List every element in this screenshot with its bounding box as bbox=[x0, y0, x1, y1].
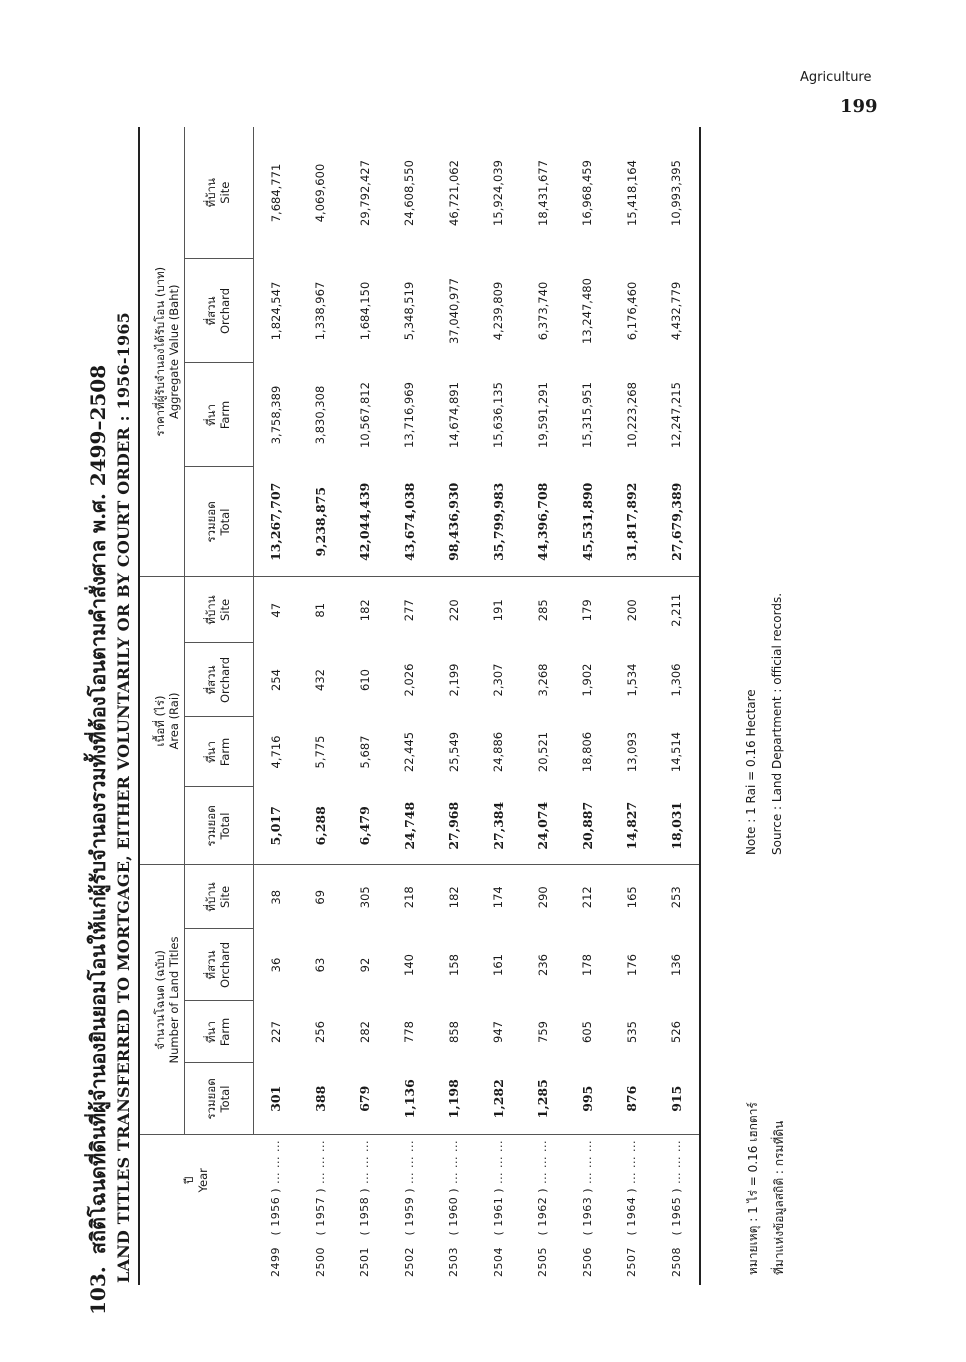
area-total-cell: 14,827 bbox=[610, 787, 655, 865]
area-total-cell: 6,288 bbox=[298, 787, 343, 865]
year-ad: ( 1964 ) ... ... ... bbox=[625, 1139, 639, 1236]
titles-farm-cell: 759 bbox=[535, 1021, 550, 1043]
subheader-english: Farm bbox=[217, 1017, 232, 1047]
titles-total-cell: 388 bbox=[298, 1063, 343, 1135]
value-total-cell: 42,044,439 bbox=[343, 467, 388, 577]
area-total-cell: 5,017 bbox=[253, 787, 298, 865]
titles-site-cell: 165 bbox=[624, 886, 639, 909]
table-row bbox=[253, 127, 298, 1285]
titles-orchard-cell: 63 bbox=[313, 957, 328, 973]
value-orchard-cell: 37,040,977 bbox=[446, 278, 461, 344]
titles-orchard-cell: 136 bbox=[654, 929, 700, 1001]
table-title-english: LAND TITLES TRANSFERRED TO MORTGAGE, EITHER VOLUNTARILY OR BY COURT ORDER : 1956-1965 bbox=[114, 312, 133, 1283]
area-site-cell: 285 bbox=[535, 599, 550, 622]
subheader-area-total bbox=[184, 787, 253, 865]
subheader-english: Orchard bbox=[217, 288, 232, 335]
titles-farm-cell: 535 bbox=[624, 1021, 639, 1043]
group-header-titles-english: Number of Land Titles bbox=[166, 936, 181, 1064]
titles-site-cell: 38 bbox=[268, 889, 283, 905]
year-be: 2506 bbox=[580, 1247, 594, 1277]
group-header-area-thai: เนื้อที่ (ไร่) bbox=[153, 695, 167, 747]
titles-farm-cell: 858 bbox=[446, 1021, 461, 1043]
value-total-cell: 44,396,708 bbox=[521, 467, 566, 577]
table-title-thai bbox=[82, 365, 114, 1315]
spacer bbox=[581, 1236, 594, 1248]
group-header-titles bbox=[139, 865, 184, 1135]
subheader-thai: ที่สวน bbox=[203, 296, 218, 326]
year-be: 2504 bbox=[491, 1247, 505, 1277]
year-be: 2503 bbox=[447, 1247, 461, 1277]
section-label: Agriculture bbox=[800, 70, 872, 85]
titles-farm-cell: 947 bbox=[491, 1021, 506, 1043]
titles-total-cell: 679 bbox=[343, 1063, 388, 1135]
titles-orchard-cell: 176 bbox=[624, 954, 639, 976]
spacer bbox=[670, 1236, 683, 1248]
area-farm-cell: 20,521 bbox=[535, 731, 550, 773]
titles-orchard-cell: 140 bbox=[402, 954, 417, 976]
table-row bbox=[298, 127, 343, 1285]
table-row bbox=[387, 127, 432, 1285]
area-orchard-cell: 610 bbox=[357, 669, 372, 691]
value-site-cell: 15,924,039 bbox=[491, 160, 506, 226]
group-header-value bbox=[139, 127, 184, 577]
area-site-cell: 2,211 bbox=[654, 577, 700, 643]
value-site-cell: 15,418,164 bbox=[624, 160, 639, 226]
group-header-area bbox=[139, 577, 184, 865]
year-be: 2500 bbox=[313, 1247, 327, 1277]
titles-farm-cell: 282 bbox=[357, 1021, 372, 1043]
value-orchard-cell: 13,247,480 bbox=[580, 278, 595, 344]
subheader-titles-farm bbox=[184, 1001, 253, 1063]
year-header bbox=[139, 1135, 253, 1285]
note-english: Note : 1 Rai = 0.16 Hectare bbox=[744, 689, 758, 855]
titles-site-cell: 174 bbox=[491, 886, 506, 909]
area-orchard-cell: 1,902 bbox=[580, 663, 595, 697]
area-total-cell: 20,887 bbox=[565, 787, 610, 865]
area-total-cell: 24,074 bbox=[521, 787, 566, 865]
year-header-english: Year bbox=[195, 1168, 210, 1193]
titles-farm-cell: 526 bbox=[654, 1001, 700, 1063]
year-ad: ( 1956 ) ... ... ... bbox=[269, 1139, 283, 1236]
subheader-english: Site bbox=[217, 885, 232, 909]
year-cell bbox=[387, 1135, 432, 1285]
subheader-thai: ที่สวน bbox=[203, 665, 218, 695]
subheader-english: Site bbox=[217, 598, 232, 622]
titles-orchard-cell: 158 bbox=[446, 954, 461, 976]
area-site-cell: 179 bbox=[580, 599, 595, 622]
titles-orchard-cell: 92 bbox=[357, 957, 372, 973]
value-farm-cell: 3,758,389 bbox=[268, 385, 283, 445]
area-site-cell: 220 bbox=[446, 599, 461, 622]
spacer bbox=[625, 1236, 638, 1248]
area-farm-cell: 22,445 bbox=[402, 731, 417, 773]
titles-site-cell: 305 bbox=[357, 886, 372, 909]
titles-total-cell: 995 bbox=[565, 1063, 610, 1135]
value-total-cell: 98,436,930 bbox=[432, 467, 477, 577]
group-header-area-english: Area (Rai) bbox=[166, 692, 181, 750]
area-farm-cell: 18,806 bbox=[580, 731, 595, 773]
value-site-cell: 46,721,062 bbox=[446, 160, 461, 226]
area-orchard-cell: 1,534 bbox=[624, 663, 639, 697]
titles-total-cell: 915 bbox=[654, 1063, 700, 1135]
subheader-thai: ที่สวน bbox=[203, 950, 218, 980]
value-farm-cell: 12,247,215 bbox=[654, 363, 700, 467]
table-row bbox=[476, 127, 521, 1285]
titles-site-cell: 182 bbox=[446, 886, 461, 909]
titles-total-cell: 876 bbox=[610, 1063, 655, 1135]
year-cell bbox=[343, 1135, 388, 1285]
value-total-cell: 45,531,890 bbox=[565, 467, 610, 577]
area-total-cell: 24,748 bbox=[387, 787, 432, 865]
rotated-table-page bbox=[72, 125, 792, 1315]
year-cell bbox=[610, 1135, 655, 1285]
page-number: 199 bbox=[840, 96, 878, 117]
subheader-thai: รวมยอด bbox=[203, 805, 218, 847]
year-be: 2508 bbox=[669, 1247, 683, 1277]
area-farm-cell: 14,514 bbox=[654, 717, 700, 787]
titles-site-cell: 290 bbox=[535, 886, 550, 909]
group-header-titles-thai: จำนวนโฉนด (ฉบับ) bbox=[153, 950, 167, 1050]
note-thai: หมายเหตุ : 1 ไร่ = 0.16 เฮกตาร์ bbox=[746, 1102, 760, 1275]
title-thai-text: สถิติโฉนดที่ดินที่ผู้จำนองยินยอมโอนให้แก่ผู้รับจำนองรวมทั้งที่ต้องโอนตามคำสั่งศาล พ.ศ. 2499–2508 bbox=[86, 364, 110, 1255]
value-total-cell: 43,674,038 bbox=[387, 467, 432, 577]
value-site-cell: 16,968,459 bbox=[580, 160, 595, 226]
subheader-value-total bbox=[184, 467, 253, 577]
titles-site-cell: 212 bbox=[580, 886, 595, 909]
subheader-value-site bbox=[184, 127, 253, 259]
value-total-cell: 9,238,875 bbox=[298, 467, 343, 577]
value-orchard-cell: 4,432,779 bbox=[654, 259, 700, 363]
area-orchard-cell: 2,026 bbox=[402, 663, 417, 697]
area-total-cell: 27,968 bbox=[432, 787, 477, 865]
subheader-thai: ที่นา bbox=[203, 404, 218, 426]
spacer bbox=[536, 1236, 549, 1248]
subheader-english: Farm bbox=[217, 737, 232, 767]
value-total-cell: 35,799,983 bbox=[476, 467, 521, 577]
value-farm-cell: 3,830,308 bbox=[313, 385, 328, 445]
subheader-english: Total bbox=[217, 508, 232, 536]
area-farm-cell: 25,549 bbox=[446, 731, 461, 773]
value-site-cell: 18,431,677 bbox=[535, 160, 550, 226]
titles-total-cell: 301 bbox=[253, 1063, 298, 1135]
titles-farm-cell: 227 bbox=[268, 1021, 283, 1043]
area-site-cell: 182 bbox=[357, 599, 372, 622]
subheader-titles-orchard bbox=[184, 929, 253, 1001]
subheader-thai: ที่บ้าน bbox=[203, 882, 218, 912]
titles-orchard-cell: 178 bbox=[580, 954, 595, 976]
titles-farm-cell: 256 bbox=[313, 1021, 328, 1043]
group-header-value-english: Aggregate Value (Baht) bbox=[166, 284, 181, 420]
titles-total-cell: 1,282 bbox=[476, 1063, 521, 1135]
year-header-thai: ปี bbox=[181, 1176, 196, 1184]
titles-orchard-cell: 161 bbox=[491, 954, 506, 976]
table-row bbox=[654, 127, 700, 1285]
area-farm-cell: 24,886 bbox=[491, 731, 506, 773]
year-be: 2505 bbox=[536, 1247, 550, 1277]
titles-total-cell: 1,136 bbox=[387, 1063, 432, 1135]
year-be: 2501 bbox=[358, 1247, 372, 1277]
year-ad: ( 1959 ) ... ... ... bbox=[402, 1139, 416, 1236]
table-row bbox=[565, 127, 610, 1285]
year-cell bbox=[521, 1135, 566, 1285]
subheader-titles-site bbox=[184, 865, 253, 929]
year-ad: ( 1957 ) ... ... ... bbox=[313, 1139, 327, 1236]
titles-site-cell: 69 bbox=[313, 889, 328, 905]
spacer bbox=[269, 1236, 282, 1248]
area-farm-cell: 13,093 bbox=[624, 731, 639, 773]
titles-total-cell: 1,285 bbox=[521, 1063, 566, 1135]
subheader-english: Orchard bbox=[217, 942, 232, 989]
value-total-cell: 27,679,389 bbox=[654, 467, 700, 577]
value-farm-cell: 19,591,291 bbox=[535, 382, 550, 448]
titles-orchard-cell: 236 bbox=[535, 954, 550, 976]
subheader-area-farm bbox=[184, 717, 253, 787]
value-farm-cell: 13,716,969 bbox=[402, 382, 417, 448]
area-site-cell: 200 bbox=[624, 599, 639, 622]
spacer bbox=[447, 1236, 460, 1248]
titles-site-cell: 253 bbox=[654, 865, 700, 929]
value-site-cell: 4,069,600 bbox=[313, 163, 328, 223]
year-be: 2502 bbox=[402, 1247, 416, 1277]
value-site-cell: 10,993,395 bbox=[654, 127, 700, 259]
value-site-cell: 29,792,427 bbox=[357, 160, 372, 226]
subheader-english: Orchard bbox=[217, 657, 232, 704]
value-site-cell: 24,608,550 bbox=[402, 160, 417, 226]
titles-farm-cell: 778 bbox=[402, 1021, 417, 1043]
value-orchard-cell: 4,239,809 bbox=[491, 281, 506, 341]
spacer bbox=[314, 1236, 327, 1248]
area-site-cell: 47 bbox=[268, 602, 283, 618]
value-farm-cell: 10,567,812 bbox=[357, 382, 372, 448]
subheader-thai: ที่นา bbox=[203, 1021, 218, 1043]
table-row bbox=[610, 127, 655, 1285]
spacer bbox=[492, 1236, 505, 1248]
subheader-thai: ที่บ้าน bbox=[203, 595, 218, 625]
area-orchard-cell: 2,199 bbox=[446, 663, 461, 697]
value-farm-cell: 15,636,135 bbox=[491, 382, 506, 448]
year-ad: ( 1960 ) ... ... ... bbox=[447, 1139, 461, 1236]
area-orchard-cell: 432 bbox=[313, 669, 328, 691]
year-cell bbox=[298, 1135, 343, 1285]
value-orchard-cell: 5,348,519 bbox=[402, 281, 417, 341]
subheader-thai: รวมยอด bbox=[203, 1078, 218, 1120]
subheader-thai: ที่บ้าน bbox=[203, 178, 218, 208]
subheader-value-orchard bbox=[184, 259, 253, 363]
subheader-english: Farm bbox=[217, 400, 232, 430]
value-site-cell: 7,684,771 bbox=[268, 163, 283, 223]
titles-total-cell: 1,198 bbox=[432, 1063, 477, 1135]
year-cell bbox=[654, 1135, 700, 1285]
area-site-cell: 191 bbox=[491, 599, 506, 622]
area-site-cell: 277 bbox=[402, 599, 417, 622]
titles-site-cell: 218 bbox=[402, 886, 417, 909]
area-total-cell: 6,479 bbox=[343, 787, 388, 865]
table-row bbox=[521, 127, 566, 1285]
table-number: 103. bbox=[86, 1266, 110, 1315]
area-farm-cell: 5,687 bbox=[357, 735, 372, 769]
table-row bbox=[343, 127, 388, 1285]
source-english: Source : Land Department : official records. bbox=[770, 592, 784, 855]
area-total-cell: 18,031 bbox=[654, 787, 700, 865]
land-titles-table bbox=[138, 127, 701, 1285]
spacer bbox=[403, 1236, 416, 1248]
value-total-cell: 31,817,892 bbox=[610, 467, 655, 577]
year-ad: ( 1962 ) ... ... ... bbox=[536, 1139, 550, 1236]
year-cell bbox=[432, 1135, 477, 1285]
subheader-titles-total bbox=[184, 1063, 253, 1135]
subheader-area-site bbox=[184, 577, 253, 643]
subheader-thai: ที่นา bbox=[203, 741, 218, 763]
subheader-english: Total bbox=[217, 1085, 232, 1113]
year-ad: ( 1965 ) ... ... ... bbox=[669, 1139, 683, 1236]
year-ad: ( 1963 ) ... ... ... bbox=[580, 1139, 594, 1236]
area-total-cell: 27,384 bbox=[476, 787, 521, 865]
value-orchard-cell: 1,824,547 bbox=[268, 281, 283, 341]
source-thai: ที่มาแห่งข้อมูลสถิติ : กรมที่ดิน bbox=[772, 1120, 786, 1275]
group-header-value-thai: ราคาที่ผู้รับจำนองได้รับโอน (บาท) bbox=[153, 266, 167, 437]
area-orchard-cell: 3,268 bbox=[535, 663, 550, 697]
year-be: 2499 bbox=[269, 1247, 283, 1277]
year-ad: ( 1961 ) ... ... ... bbox=[491, 1139, 505, 1236]
area-orchard-cell: 2,307 bbox=[491, 663, 506, 697]
area-orchard-cell: 1,306 bbox=[654, 643, 700, 717]
area-site-cell: 81 bbox=[313, 602, 328, 618]
value-orchard-cell: 1,338,967 bbox=[313, 281, 328, 341]
value-orchard-cell: 6,176,460 bbox=[624, 281, 639, 341]
area-farm-cell: 4,716 bbox=[268, 735, 283, 769]
value-farm-cell: 14,674,891 bbox=[446, 382, 461, 448]
year-ad: ( 1958 ) ... ... ... bbox=[358, 1139, 372, 1236]
subheader-english: Site bbox=[217, 181, 232, 204]
year-cell bbox=[476, 1135, 521, 1285]
titles-orchard-cell: 36 bbox=[268, 957, 283, 973]
value-total-cell: 13,267,707 bbox=[253, 467, 298, 577]
year-be: 2507 bbox=[625, 1247, 639, 1277]
subheader-area-orchard bbox=[184, 643, 253, 717]
value-farm-cell: 10,223,268 bbox=[624, 382, 639, 448]
value-orchard-cell: 1,684,150 bbox=[357, 281, 372, 341]
year-cell bbox=[565, 1135, 610, 1285]
spacer bbox=[358, 1236, 371, 1248]
subheader-english: Total bbox=[217, 812, 232, 840]
subheader-thai: รวมยอด bbox=[203, 501, 218, 543]
subheader-value-farm bbox=[184, 363, 253, 467]
value-farm-cell: 15,315,951 bbox=[580, 382, 595, 448]
titles-farm-cell: 605 bbox=[580, 1021, 595, 1043]
area-orchard-cell: 254 bbox=[268, 669, 283, 691]
value-orchard-cell: 6,373,740 bbox=[535, 281, 550, 341]
year-cell bbox=[253, 1135, 298, 1285]
area-farm-cell: 5,775 bbox=[313, 735, 328, 769]
table-row bbox=[432, 127, 477, 1285]
